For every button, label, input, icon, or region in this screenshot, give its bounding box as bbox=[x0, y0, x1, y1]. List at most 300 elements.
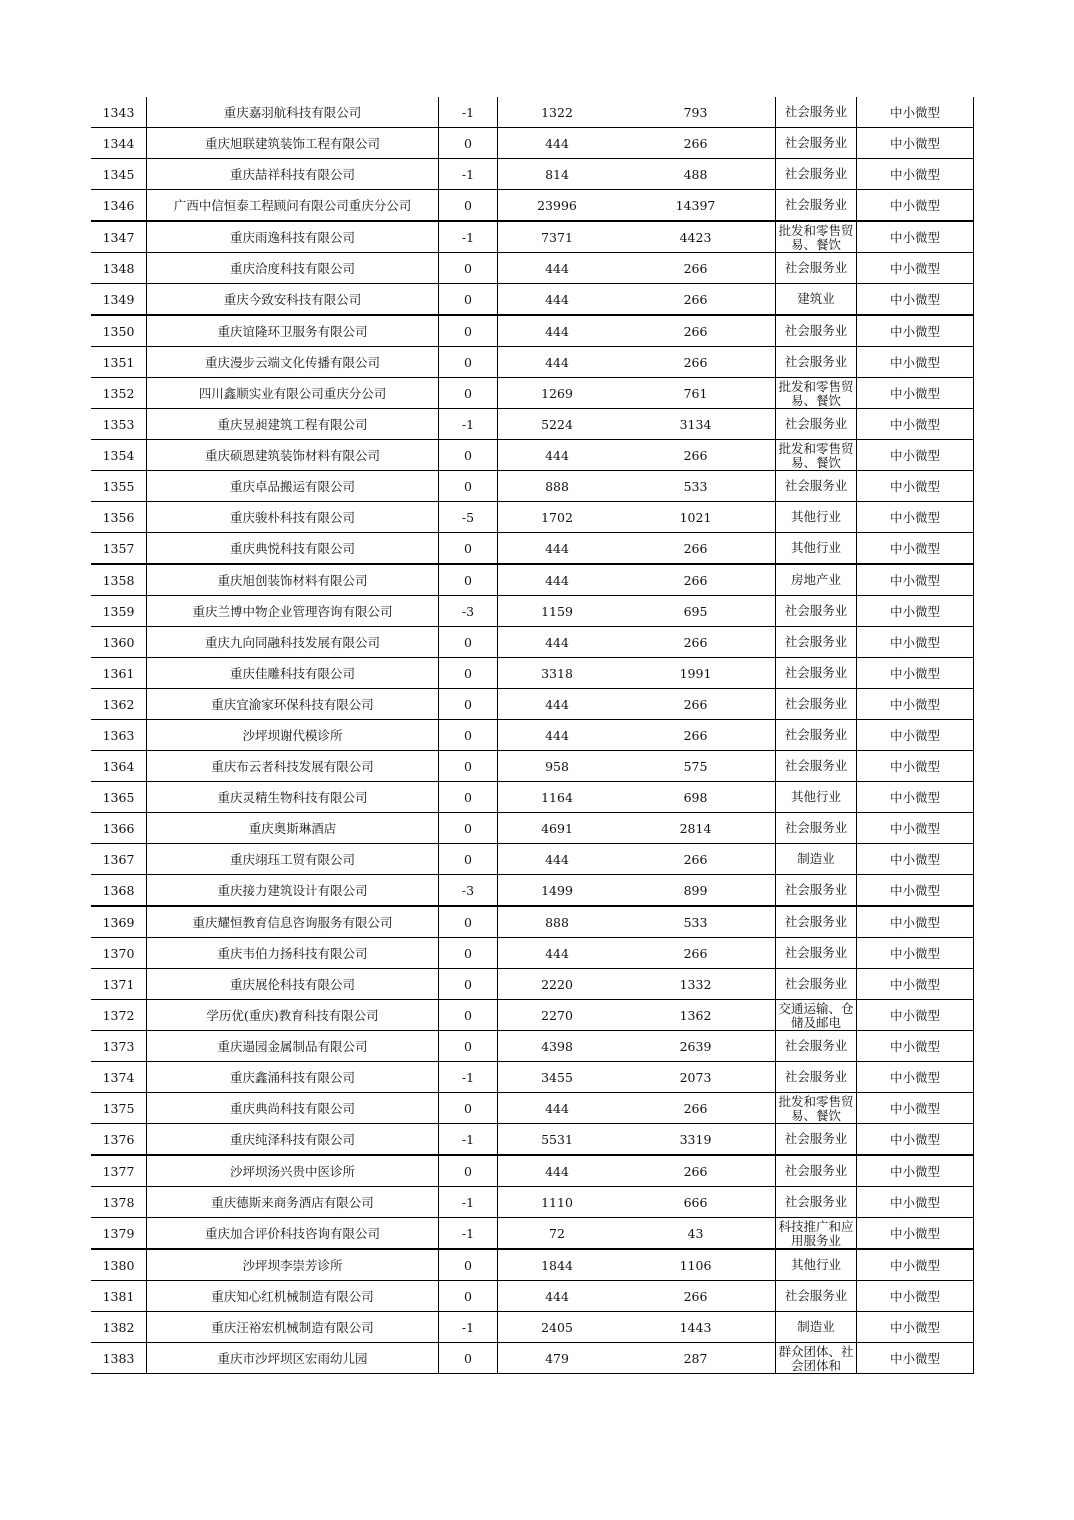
enterprise-size-cell: 中小微型 bbox=[857, 596, 974, 627]
table-row bbox=[91, 502, 974, 533]
value-cell: 1164 bbox=[498, 782, 617, 813]
change-cell: -1 bbox=[439, 221, 498, 253]
company-name-cell: 重庆今致安科技有限公司 bbox=[147, 284, 439, 316]
value-cell: 5531 bbox=[498, 1124, 617, 1156]
enterprise-size-cell: 中小微型 bbox=[857, 658, 974, 689]
enterprise-size-cell: 中小微型 bbox=[857, 751, 974, 782]
row-number-cell: 1357 bbox=[91, 533, 147, 565]
value-cell: 3318 bbox=[498, 658, 617, 689]
enterprise-size-cell: 中小微型 bbox=[857, 1155, 974, 1187]
industry-label: 批发和零售贸易、餐饮 bbox=[778, 223, 854, 252]
row-number-cell: 1352 bbox=[91, 378, 147, 409]
amount-cell: 695 bbox=[616, 596, 776, 627]
table-row bbox=[91, 1093, 974, 1124]
amount-cell: 1106 bbox=[616, 1249, 776, 1281]
enterprise-size-cell: 中小微型 bbox=[857, 347, 974, 378]
table-row bbox=[91, 128, 974, 159]
industry-label: 社会服务业 bbox=[784, 135, 848, 150]
row-number-cell: 1345 bbox=[91, 159, 147, 190]
industry-cell bbox=[776, 315, 857, 347]
industry-cell bbox=[776, 1187, 857, 1218]
enterprise-size-cell: 中小微型 bbox=[857, 378, 974, 409]
amount-cell: 1332 bbox=[616, 969, 776, 1000]
enterprise-size-cell: 中小微型 bbox=[857, 1000, 974, 1031]
amount-cell: 1991 bbox=[616, 658, 776, 689]
amount-cell: 266 bbox=[616, 315, 776, 347]
company-name-cell: 重庆知心红机械制造有限公司 bbox=[147, 1281, 439, 1312]
enterprise-size-cell: 中小微型 bbox=[857, 1062, 974, 1093]
industry-cell bbox=[776, 751, 857, 782]
table-row bbox=[91, 1312, 974, 1343]
row-number-cell: 1364 bbox=[91, 751, 147, 782]
row-number-cell: 1350 bbox=[91, 315, 147, 347]
industry-cell bbox=[776, 875, 857, 907]
company-name-cell: 重庆漫步云端文化传播有限公司 bbox=[147, 347, 439, 378]
value-cell: 2220 bbox=[498, 969, 617, 1000]
table-row bbox=[91, 159, 974, 190]
industry-cell bbox=[776, 128, 857, 159]
row-number-cell: 1377 bbox=[91, 1155, 147, 1187]
change-cell: 0 bbox=[439, 284, 498, 316]
enterprise-size-cell: 中小微型 bbox=[857, 969, 974, 1000]
table-row bbox=[91, 253, 974, 284]
value-cell: 444 bbox=[498, 1093, 617, 1124]
table-row bbox=[91, 1062, 974, 1093]
industry-label: 社会服务业 bbox=[784, 603, 848, 618]
value-cell: 444 bbox=[498, 844, 617, 875]
table-row bbox=[91, 1000, 974, 1031]
table-row bbox=[91, 533, 974, 565]
change-cell: 0 bbox=[439, 844, 498, 875]
row-number-cell: 1379 bbox=[91, 1218, 147, 1250]
value-cell: 444 bbox=[498, 938, 617, 969]
table-row bbox=[91, 689, 974, 720]
amount-cell: 2639 bbox=[616, 1031, 776, 1062]
company-name-cell: 重庆展伦科技有限公司 bbox=[147, 969, 439, 1000]
industry-cell bbox=[776, 1124, 857, 1156]
company-name-cell: 重庆卓品搬运有限公司 bbox=[147, 471, 439, 502]
amount-cell: 266 bbox=[616, 720, 776, 751]
industry-cell bbox=[776, 844, 857, 875]
value-cell: 444 bbox=[498, 1281, 617, 1312]
row-number-cell: 1372 bbox=[91, 1000, 147, 1031]
table-row bbox=[91, 751, 974, 782]
amount-cell: 761 bbox=[616, 378, 776, 409]
change-cell: 0 bbox=[439, 1155, 498, 1187]
change-cell: -1 bbox=[439, 159, 498, 190]
table-row bbox=[91, 1249, 974, 1281]
amount-cell: 43 bbox=[616, 1218, 776, 1250]
value-cell: 958 bbox=[498, 751, 617, 782]
enterprise-size-cell: 中小微型 bbox=[857, 1281, 974, 1312]
industry-label: 社会服务业 bbox=[784, 820, 848, 835]
company-name-cell: 重庆遢园金属制品有限公司 bbox=[147, 1031, 439, 1062]
amount-cell: 1362 bbox=[616, 1000, 776, 1031]
industry-label: 批发和零售贸易、餐饮 bbox=[778, 379, 854, 408]
row-number-cell: 1376 bbox=[91, 1124, 147, 1156]
value-cell: 2405 bbox=[498, 1312, 617, 1343]
amount-cell: 266 bbox=[616, 844, 776, 875]
enterprise-size-cell: 中小微型 bbox=[857, 689, 974, 720]
industry-cell bbox=[776, 1249, 857, 1281]
industry-label: 其他行业 bbox=[790, 540, 841, 555]
industry-label: 社会服务业 bbox=[784, 634, 848, 649]
value-cell: 4398 bbox=[498, 1031, 617, 1062]
industry-cell bbox=[776, 440, 857, 471]
amount-cell: 3134 bbox=[616, 409, 776, 440]
industry-label: 批发和零售贸易、餐饮 bbox=[778, 441, 854, 470]
industry-cell bbox=[776, 1155, 857, 1187]
industry-cell bbox=[776, 906, 857, 938]
value-cell: 1322 bbox=[498, 97, 617, 128]
industry-cell bbox=[776, 1093, 857, 1124]
table-row bbox=[91, 440, 974, 471]
industry-cell bbox=[776, 533, 857, 565]
change-cell: 0 bbox=[439, 1031, 498, 1062]
enterprise-size-cell: 中小微型 bbox=[857, 1312, 974, 1343]
table-row bbox=[91, 1218, 974, 1250]
enterprise-size-cell: 中小微型 bbox=[857, 1124, 974, 1156]
company-name-cell: 学历优(重庆)教育科技有限公司 bbox=[147, 1000, 439, 1031]
company-name-cell: 重庆昱昶建筑工程有限公司 bbox=[147, 409, 439, 440]
industry-cell bbox=[776, 471, 857, 502]
industry-cell bbox=[776, 1343, 857, 1374]
value-cell: 479 bbox=[498, 1343, 617, 1374]
row-number-cell: 1382 bbox=[91, 1312, 147, 1343]
amount-cell: 287 bbox=[616, 1343, 776, 1374]
company-name-cell: 重庆旭创装饰材料有限公司 bbox=[147, 564, 439, 596]
company-name-cell: 重庆兰博中物企业管理咨询有限公司 bbox=[147, 596, 439, 627]
table-row bbox=[91, 378, 974, 409]
change-cell: 0 bbox=[439, 128, 498, 159]
value-cell: 444 bbox=[498, 1155, 617, 1187]
company-name-cell: 四川鑫顺实业有限公司重庆分公司 bbox=[147, 378, 439, 409]
industry-cell bbox=[776, 627, 857, 658]
industry-label: 房地产业 bbox=[790, 572, 841, 587]
industry-cell bbox=[776, 409, 857, 440]
industry-label: 社会服务业 bbox=[784, 727, 848, 742]
industry-label: 社会服务业 bbox=[784, 696, 848, 711]
row-number-cell: 1361 bbox=[91, 658, 147, 689]
industry-label: 交通运输、仓储及邮电 bbox=[778, 1001, 854, 1030]
table-row bbox=[91, 596, 974, 627]
industry-cell bbox=[776, 347, 857, 378]
change-cell: 0 bbox=[439, 782, 498, 813]
company-name-cell: 重庆喆祥科技有限公司 bbox=[147, 159, 439, 190]
company-name-cell: 重庆加合评价科技咨询有限公司 bbox=[147, 1218, 439, 1250]
value-cell: 2270 bbox=[498, 1000, 617, 1031]
industry-cell bbox=[776, 502, 857, 533]
industry-label: 社会服务业 bbox=[784, 416, 848, 431]
industry-cell bbox=[776, 253, 857, 284]
company-name-cell: 重庆翊珏工贸有限公司 bbox=[147, 844, 439, 875]
change-cell: 0 bbox=[439, 720, 498, 751]
row-number-cell: 1367 bbox=[91, 844, 147, 875]
row-number-cell: 1343 bbox=[91, 97, 147, 128]
row-number-cell: 1363 bbox=[91, 720, 147, 751]
row-number-cell: 1346 bbox=[91, 190, 147, 222]
industry-label: 社会服务业 bbox=[784, 323, 848, 338]
industry-cell bbox=[776, 596, 857, 627]
table-row bbox=[91, 658, 974, 689]
value-cell: 5224 bbox=[498, 409, 617, 440]
row-number-cell: 1360 bbox=[91, 627, 147, 658]
enterprise-size-cell: 中小微型 bbox=[857, 190, 974, 222]
industry-label: 社会服务业 bbox=[784, 665, 848, 680]
change-cell: -1 bbox=[439, 1062, 498, 1093]
industry-label: 制造业 bbox=[797, 851, 835, 866]
row-number-cell: 1353 bbox=[91, 409, 147, 440]
enterprise-size-cell: 中小微型 bbox=[857, 720, 974, 751]
row-number-cell: 1348 bbox=[91, 253, 147, 284]
industry-cell bbox=[776, 782, 857, 813]
table-row bbox=[91, 720, 974, 751]
enterprise-size-cell: 中小微型 bbox=[857, 844, 974, 875]
row-number-cell: 1380 bbox=[91, 1249, 147, 1281]
enterprise-size-cell: 中小微型 bbox=[857, 159, 974, 190]
industry-label: 制造业 bbox=[797, 1319, 835, 1334]
industry-label: 社会服务业 bbox=[784, 758, 848, 773]
enterprise-size-cell: 中小微型 bbox=[857, 906, 974, 938]
company-name-cell: 重庆雨逸科技有限公司 bbox=[147, 221, 439, 253]
change-cell: -5 bbox=[439, 502, 498, 533]
row-number-cell: 1354 bbox=[91, 440, 147, 471]
enterprise-size-cell: 中小微型 bbox=[857, 471, 974, 502]
enterprise-size-cell: 中小微型 bbox=[857, 1031, 974, 1062]
change-cell: 0 bbox=[439, 689, 498, 720]
change-cell: 0 bbox=[439, 471, 498, 502]
enterprise-size-cell: 中小微型 bbox=[857, 938, 974, 969]
table-row bbox=[91, 969, 974, 1000]
row-number-cell: 1371 bbox=[91, 969, 147, 1000]
value-cell: 7371 bbox=[498, 221, 617, 253]
value-cell: 444 bbox=[498, 347, 617, 378]
industry-label: 社会服务业 bbox=[784, 166, 848, 181]
amount-cell: 266 bbox=[616, 284, 776, 316]
change-cell: 0 bbox=[439, 938, 498, 969]
change-cell: 0 bbox=[439, 440, 498, 471]
row-number-cell: 1383 bbox=[91, 1343, 147, 1374]
industry-cell bbox=[776, 1031, 857, 1062]
row-number-cell: 1359 bbox=[91, 596, 147, 627]
value-cell: 888 bbox=[498, 471, 617, 502]
enterprise-size-cell: 中小微型 bbox=[857, 284, 974, 316]
change-cell: 0 bbox=[439, 315, 498, 347]
industry-label: 科技推广和应用服务业 bbox=[778, 1219, 854, 1248]
row-number-cell: 1344 bbox=[91, 128, 147, 159]
enterprise-size-cell: 中小微型 bbox=[857, 875, 974, 907]
change-cell: -3 bbox=[439, 875, 498, 907]
row-number-cell: 1362 bbox=[91, 689, 147, 720]
company-name-cell: 重庆典尚科技有限公司 bbox=[147, 1093, 439, 1124]
change-cell: 0 bbox=[439, 751, 498, 782]
value-cell: 1110 bbox=[498, 1187, 617, 1218]
industry-label: 社会服务业 bbox=[784, 1038, 848, 1053]
change-cell: 0 bbox=[439, 190, 498, 222]
amount-cell: 698 bbox=[616, 782, 776, 813]
row-number-cell: 1365 bbox=[91, 782, 147, 813]
company-name-cell: 重庆旭联建筑装饰工程有限公司 bbox=[147, 128, 439, 159]
amount-cell: 899 bbox=[616, 875, 776, 907]
amount-cell: 533 bbox=[616, 906, 776, 938]
industry-cell bbox=[776, 658, 857, 689]
row-number-cell: 1378 bbox=[91, 1187, 147, 1218]
industry-label: 社会服务业 bbox=[784, 1194, 848, 1209]
row-number-cell: 1373 bbox=[91, 1031, 147, 1062]
industry-label: 社会服务业 bbox=[784, 1069, 848, 1084]
enterprise-size-cell: 中小微型 bbox=[857, 502, 974, 533]
industry-label: 社会服务业 bbox=[784, 1288, 848, 1303]
value-cell: 1702 bbox=[498, 502, 617, 533]
row-number-cell: 1358 bbox=[91, 564, 147, 596]
value-cell: 444 bbox=[498, 564, 617, 596]
company-name-cell: 广西中信恒泰工程顾问有限公司重庆分公司 bbox=[147, 190, 439, 222]
amount-cell: 266 bbox=[616, 440, 776, 471]
company-name-cell: 沙坪坝谢代模诊所 bbox=[147, 720, 439, 751]
value-cell: 814 bbox=[498, 159, 617, 190]
industry-label: 其他行业 bbox=[790, 509, 841, 524]
change-cell: 0 bbox=[439, 906, 498, 938]
row-number-cell: 1370 bbox=[91, 938, 147, 969]
amount-cell: 266 bbox=[616, 128, 776, 159]
value-cell: 444 bbox=[498, 315, 617, 347]
change-cell: 0 bbox=[439, 1093, 498, 1124]
value-cell: 444 bbox=[498, 533, 617, 565]
company-name-cell: 重庆谊隆环卫服务有限公司 bbox=[147, 315, 439, 347]
enterprise-size-cell: 中小微型 bbox=[857, 440, 974, 471]
table-row bbox=[91, 1124, 974, 1156]
industry-label: 社会服务业 bbox=[784, 1131, 848, 1146]
amount-cell: 533 bbox=[616, 471, 776, 502]
industry-cell bbox=[776, 97, 857, 128]
industry-label: 社会服务业 bbox=[784, 882, 848, 897]
amount-cell: 2073 bbox=[616, 1062, 776, 1093]
industry-cell bbox=[776, 1000, 857, 1031]
enterprise-size-cell: 中小微型 bbox=[857, 1218, 974, 1250]
enterprise-size-cell: 中小微型 bbox=[857, 1187, 974, 1218]
table-row bbox=[91, 813, 974, 844]
industry-label: 群众团体、社会团体和 bbox=[778, 1344, 854, 1373]
enterprise-size-cell: 中小微型 bbox=[857, 782, 974, 813]
industry-cell bbox=[776, 1281, 857, 1312]
table-row bbox=[91, 844, 974, 875]
enterprise-size-cell: 中小微型 bbox=[857, 221, 974, 253]
change-cell: 0 bbox=[439, 969, 498, 1000]
change-cell: 0 bbox=[439, 1281, 498, 1312]
change-cell: -1 bbox=[439, 97, 498, 128]
value-cell: 444 bbox=[498, 627, 617, 658]
industry-label: 社会服务业 bbox=[784, 260, 848, 275]
value-cell: 444 bbox=[498, 284, 617, 316]
row-number-cell: 1374 bbox=[91, 1062, 147, 1093]
company-name-cell: 重庆汪裕宏机械制造有限公司 bbox=[147, 1312, 439, 1343]
table-row bbox=[91, 471, 974, 502]
amount-cell: 266 bbox=[616, 533, 776, 565]
amount-cell: 4423 bbox=[616, 221, 776, 253]
industry-label: 社会服务业 bbox=[784, 976, 848, 991]
value-cell: 23996 bbox=[498, 190, 617, 222]
amount-cell: 266 bbox=[616, 1093, 776, 1124]
amount-cell: 266 bbox=[616, 1281, 776, 1312]
company-name-cell: 重庆九向同融科技发展有限公司 bbox=[147, 627, 439, 658]
value-cell: 3455 bbox=[498, 1062, 617, 1093]
table-row bbox=[91, 284, 974, 316]
table-row bbox=[91, 938, 974, 969]
amount-cell: 2814 bbox=[616, 813, 776, 844]
change-cell: 0 bbox=[439, 253, 498, 284]
change-cell: 0 bbox=[439, 627, 498, 658]
table-row bbox=[91, 97, 974, 128]
company-name-cell: 沙坪坝汤兴贵中医诊所 bbox=[147, 1155, 439, 1187]
amount-cell: 266 bbox=[616, 1155, 776, 1187]
value-cell: 888 bbox=[498, 906, 617, 938]
row-number-cell: 1375 bbox=[91, 1093, 147, 1124]
value-cell: 444 bbox=[498, 689, 617, 720]
company-name-cell: 重庆市沙坪坝区宏雨幼儿园 bbox=[147, 1343, 439, 1374]
value-cell: 1269 bbox=[498, 378, 617, 409]
company-name-cell: 重庆鑫涌科技有限公司 bbox=[147, 1062, 439, 1093]
company-name-cell: 重庆布云者科技发展有限公司 bbox=[147, 751, 439, 782]
amount-cell: 266 bbox=[616, 689, 776, 720]
industry-cell bbox=[776, 813, 857, 844]
change-cell: 0 bbox=[439, 347, 498, 378]
change-cell: -3 bbox=[439, 596, 498, 627]
industry-cell bbox=[776, 284, 857, 316]
change-cell: -1 bbox=[439, 1312, 498, 1343]
amount-cell: 266 bbox=[616, 253, 776, 284]
row-number-cell: 1366 bbox=[91, 813, 147, 844]
row-number-cell: 1369 bbox=[91, 906, 147, 938]
enterprise-size-cell: 中小微型 bbox=[857, 1249, 974, 1281]
company-name-cell: 重庆佳雕科技有限公司 bbox=[147, 658, 439, 689]
enterprise-size-cell: 中小微型 bbox=[857, 564, 974, 596]
change-cell: 0 bbox=[439, 533, 498, 565]
industry-cell bbox=[776, 159, 857, 190]
amount-cell: 3319 bbox=[616, 1124, 776, 1156]
industry-cell bbox=[776, 221, 857, 253]
row-number-cell: 1351 bbox=[91, 347, 147, 378]
enterprise-size-cell: 中小微型 bbox=[857, 1093, 974, 1124]
row-number-cell: 1368 bbox=[91, 875, 147, 907]
row-number-cell: 1349 bbox=[91, 284, 147, 316]
change-cell: 0 bbox=[439, 1343, 498, 1374]
company-name-cell: 重庆韦伯力扬科技有限公司 bbox=[147, 938, 439, 969]
amount-cell: 14397 bbox=[616, 190, 776, 222]
table-row bbox=[91, 1155, 974, 1187]
table-row bbox=[91, 1187, 974, 1218]
industry-cell bbox=[776, 378, 857, 409]
amount-cell: 575 bbox=[616, 751, 776, 782]
table-row bbox=[91, 875, 974, 907]
industry-cell bbox=[776, 969, 857, 1000]
value-cell: 444 bbox=[498, 720, 617, 751]
value-cell: 4691 bbox=[498, 813, 617, 844]
industry-cell bbox=[776, 1062, 857, 1093]
amount-cell: 266 bbox=[616, 938, 776, 969]
industry-cell bbox=[776, 720, 857, 751]
industry-label: 社会服务业 bbox=[784, 1163, 848, 1178]
table-row bbox=[91, 906, 974, 938]
row-number-cell: 1356 bbox=[91, 502, 147, 533]
change-cell: 0 bbox=[439, 813, 498, 844]
amount-cell: 266 bbox=[616, 347, 776, 378]
table-row bbox=[91, 1343, 974, 1374]
industry-label: 社会服务业 bbox=[784, 945, 848, 960]
enterprise-size-cell: 中小微型 bbox=[857, 253, 974, 284]
company-name-cell: 重庆灵精生物科技有限公司 bbox=[147, 782, 439, 813]
enterprise-size-cell: 中小微型 bbox=[857, 128, 974, 159]
table-row bbox=[91, 221, 974, 253]
